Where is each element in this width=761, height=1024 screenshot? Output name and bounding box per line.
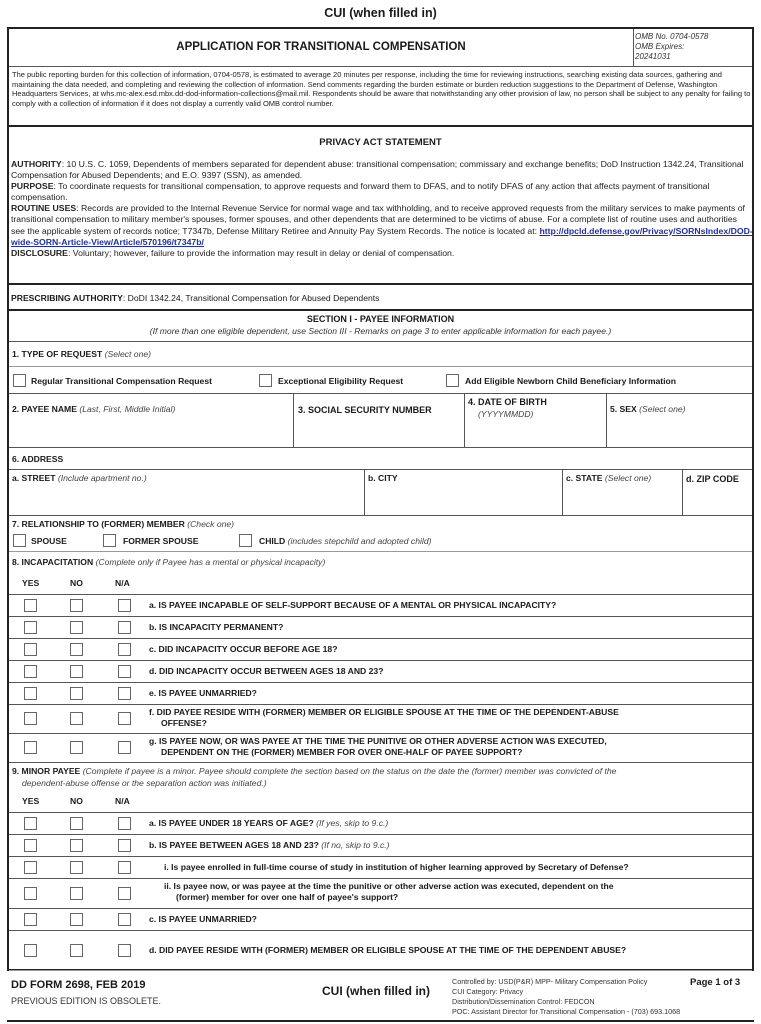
form-id: DD FORM 2698, FEB 2019 — [11, 979, 146, 991]
q5-hint: (Select one) — [639, 404, 686, 414]
divider — [364, 469, 365, 515]
question-text — [149, 914, 257, 925]
question-text — [149, 600, 556, 611]
checkbox-q9-2-na[interactable] — [118, 861, 131, 874]
divider — [9, 762, 752, 763]
question-line-1: b. IS INCAPACITY PERMANENT? — [149, 622, 284, 632]
q3-label: 3. SOCIAL SECURITY NUMBER — [298, 405, 432, 415]
checkbox-q8-6-na[interactable] — [118, 741, 131, 754]
zip-label: d. ZIP CODE — [686, 474, 739, 484]
q6-label: 6. ADDRESS — [12, 454, 64, 464]
q7-label — [12, 519, 234, 529]
section-1-subtitle: (If more than one eligible dependent, use Section III - Remarks on page 3 to enter applicable information for each payee.) — [149, 326, 612, 336]
q9-label-text: 9. MINOR PAYEE — [12, 766, 81, 776]
q5-label-text: 5. SEX — [610, 404, 637, 414]
checkbox-q8-4-na[interactable] — [118, 687, 131, 700]
checkbox-q8-6-no[interactable] — [70, 741, 83, 754]
option-label: Exceptional Eligibility Request — [278, 376, 404, 386]
question-text — [149, 622, 283, 633]
option-label: SPOUSE — [31, 536, 67, 546]
divider — [9, 341, 752, 342]
question-line-2: OFFENSE? — [161, 718, 207, 728]
checkbox-q9-5-na[interactable] — [118, 944, 131, 957]
question-text — [149, 945, 626, 956]
q5-label — [610, 404, 686, 414]
control-info — [452, 977, 680, 1017]
divider — [293, 393, 294, 447]
bottom-rule — [7, 1020, 754, 1022]
purpose-label: PURPOSE — [11, 181, 54, 192]
divider — [9, 393, 752, 394]
question-text — [149, 666, 383, 677]
checkbox-q9-3-no[interactable] — [70, 887, 83, 900]
divider — [9, 682, 752, 683]
checkbox-spouse[interactable] — [13, 534, 26, 547]
divider — [9, 908, 752, 909]
street-hint: (Include apartment no.) — [57, 473, 147, 483]
q8-hint: (Complete only if Payee has a mental or physical incapacity) — [95, 557, 326, 567]
question-text — [149, 840, 390, 851]
checkbox-q9-1-no[interactable] — [70, 839, 83, 852]
checkbox-q9-3-yes[interactable] — [24, 887, 37, 900]
state-label-text: c. STATE — [566, 473, 603, 483]
divider — [9, 660, 752, 661]
checkbox-regular-request[interactable] — [13, 374, 26, 387]
checkbox-q8-1-yes[interactable] — [24, 621, 37, 634]
option-label: Regular Transitional Compensation Request — [31, 376, 212, 386]
city-input[interactable] — [366, 485, 560, 513]
divider — [9, 515, 752, 516]
question-line-1: a. IS PAYEE UNDER 18 YEARS OF AGE? — [149, 818, 314, 828]
child-label: CHILD — [259, 536, 286, 546]
authority-label: AUTHORITY — [11, 159, 62, 169]
omb-expires-date: 20241031 — [635, 52, 671, 61]
checkbox-q8-0-yes[interactable] — [24, 599, 37, 612]
checkbox-q9-1-yes[interactable] — [24, 839, 37, 852]
divider — [633, 29, 634, 66]
question-text — [164, 881, 614, 903]
question-hint: (If no, skip to 9.c.) — [321, 840, 390, 850]
q4-hint-text: (YYYYMMDD) — [478, 409, 534, 419]
ssn-input[interactable] — [295, 417, 463, 445]
checkbox-q9-4-yes[interactable] — [24, 913, 37, 926]
question-line-1: e. IS PAYEE UNMARRIED? — [149, 688, 257, 698]
col-no: NO — [70, 796, 83, 806]
section-1-title: SECTION I - PAYEE INFORMATION — [306, 314, 455, 324]
checkbox-q9-2-yes[interactable] — [24, 861, 37, 874]
cui-category: CUI Category: Privacy — [452, 987, 524, 996]
q1-label-text: 1. TYPE OF REQUEST — [12, 349, 103, 359]
question-text — [149, 688, 257, 699]
divider — [9, 704, 752, 705]
checkbox-q9-5-yes[interactable] — [24, 944, 37, 957]
checkbox-q8-4-yes[interactable] — [24, 687, 37, 700]
state-label — [566, 473, 651, 483]
question-line-2: DEPENDENT ON THE (FORMER) MEMBER FOR OVER ONE-HALF OF PAYEE SUPPORT? — [161, 747, 523, 757]
street-input[interactable] — [11, 485, 363, 513]
checkbox-q9-0-no[interactable] — [70, 817, 83, 830]
poc: POC: Assistant Director for Transitional Compensation - (703) 693.1068 — [452, 1007, 681, 1016]
divider — [682, 469, 683, 515]
q9-hint2: dependent-abuse offense or the separation action was initiated.) — [22, 778, 267, 788]
question-line-1: c. DID INCAPACITY OCCUR BEFORE AGE 18? — [149, 644, 338, 654]
divider — [9, 447, 752, 448]
checkbox-q8-2-na[interactable] — [118, 643, 131, 656]
q2-label-text: 2. PAYEE NAME — [12, 404, 77, 414]
divider — [9, 66, 752, 67]
col-na: N/A — [115, 578, 130, 588]
divider — [9, 125, 752, 127]
col-yes: YES — [22, 796, 40, 806]
question-line-1: g. IS PAYEE NOW, OR WAS PAYEE AT THE TIME THE PUNITIVE OR OTHER ADVERSE ACTION WAS EXECUTED, — [149, 736, 607, 746]
prescribing-authority-label: PRESCRIBING AUTHORITY — [11, 293, 123, 303]
q7-hint: (Check one) — [187, 519, 235, 529]
checkbox-q8-4-no[interactable] — [70, 687, 83, 700]
q9-label — [12, 766, 616, 776]
privacy-act-statement — [11, 159, 753, 259]
question-line-1: d. DID PAYEE RESIDE WITH (FORMER) MEMBER OR ELIGIBLE SPOUSE AT THE TIME OF THE DEPENDENT ABUSE? — [149, 945, 627, 955]
q4-hint — [478, 409, 533, 419]
checkbox-q9-5-no[interactable] — [70, 944, 83, 957]
q9-hint: (Complete if payee is a minor. Payee should complete the section based on the status on the date the (former) member was convicted of the — [82, 766, 617, 776]
divider — [606, 393, 607, 447]
page-number: Page 1 of 3 — [690, 977, 741, 988]
disclosure-text: : Voluntary; however, failure to provide the information may result in delay or denial of compensation. — [67, 247, 455, 258]
checkbox-q8-5-na[interactable] — [118, 712, 131, 725]
question-text — [149, 707, 619, 729]
q4-label: 4. DATE OF BIRTH — [468, 397, 547, 407]
authority-text: : 10 U.S. C. 1059, Dependents of members separated for dependent abuse: transitional compensation; commissary and exchange benefits; DoD Instruction 1342.24, Transitional Compensation for Abused Dependents; and E.O. 9397 (SSN), as amended. — [11, 159, 744, 181]
checkbox-q8-0-na[interactable] — [118, 599, 131, 612]
checkbox-exceptional-eligibility[interactable] — [259, 374, 272, 387]
q2-label — [12, 404, 175, 414]
sorn-link[interactable]: http://dpcld.defense.gov/Privacy/SORNsIndex/DOD-wide-SORN-Article-View/Article/570196/t7347b/ — [11, 225, 753, 247]
distribution-control: Distribution/Dissemination Control: FEDCON — [452, 997, 595, 1006]
prescribing-authority — [11, 293, 379, 303]
divider — [9, 638, 752, 639]
question-line-1: d. DID INCAPACITY OCCUR BETWEEN AGES 18 AND 23? — [149, 666, 384, 676]
prescribing-authority-text: : DoDI 1342.24, Transitional Compensation for Abused Dependents — [122, 293, 380, 303]
routine-uses-label: ROUTINE USES — [11, 203, 77, 214]
q9-hint-cont — [22, 778, 267, 788]
question-line-1: c. IS PAYEE UNMARRIED? — [149, 914, 257, 924]
option-label: FORMER SPOUSE — [123, 536, 199, 546]
question-text — [149, 818, 388, 829]
obsolete-note: PREVIOUS EDITION IS OBSOLETE. — [11, 996, 162, 1006]
question-line-2: (former) member for over one half of payee's support? — [176, 892, 399, 902]
question-text — [149, 736, 607, 758]
option-label — [259, 536, 431, 546]
checkbox-q8-5-no[interactable] — [70, 712, 83, 725]
burden-statement: The public reporting burden for this collection of information, 0704-0578, is estimated to average 20 minutes per response, including the time for reviewing instructions, searching existing data sources, gathering and maintaining the data needed, and completing and reviewing the collection of information. Send comments regarding the burden estimate or burden reduction suggestions to the Department of Defense, Washington Headquarters Services, at whs.mc-alex.esd.mbx.dd-dod-information-collections@mail.mil. Respondents should be aware that notwithstanding any other provision of law, no person shall be subject to any penalty for failing to comply with a collection of information if it does not display a currently valid OMB control number. — [12, 70, 751, 108]
sex-select[interactable] — [608, 417, 750, 445]
checkbox-q8-1-no[interactable] — [70, 621, 83, 634]
q8-label — [12, 557, 325, 567]
divider — [9, 930, 752, 931]
checkbox-q8-3-no[interactable] — [70, 665, 83, 678]
checkbox-q8-3-na[interactable] — [118, 665, 131, 678]
checkbox-child[interactable] — [239, 534, 252, 547]
q1-label — [12, 349, 151, 359]
divider — [562, 469, 563, 515]
checkbox-q9-0-na[interactable] — [118, 817, 131, 830]
divider — [464, 393, 465, 447]
question-line-1: b. IS PAYEE BETWEEN AGES 18 AND 23? — [149, 840, 319, 850]
checkbox-q8-0-no[interactable] — [70, 599, 83, 612]
col-yes: YES — [22, 578, 40, 588]
question-text — [149, 644, 337, 655]
omb-info — [635, 32, 708, 62]
question-line-1: f. DID PAYEE RESIDE WITH (FORMER) MEMBER OR ELIGIBLE SPOUSE AT THE TIME OF THE DEPENDENT-ABUSE — [149, 707, 619, 717]
col-no: NO — [70, 578, 83, 588]
checkbox-q9-3-na[interactable] — [118, 887, 131, 900]
checkbox-former-spouse[interactable] — [103, 534, 116, 547]
omb-expires-label: OMB Expires: — [635, 42, 685, 51]
question-line-1: i. Is payee enrolled in full-time course of study in institution of higher learning approved by Secretary of Defense? — [164, 862, 629, 872]
controlled-by: Controlled by: USD(P&R) MPP- Military Compensation Policy — [452, 977, 648, 986]
state-hint: (Select one) — [604, 473, 652, 483]
question-line-1: ii. Is payee now, or was payee at the time the punitive or other adverse action was executed, dependent on the — [164, 881, 614, 891]
checkbox-newborn-child[interactable] — [446, 374, 459, 387]
divider — [9, 616, 752, 617]
street-label — [12, 473, 147, 483]
divider — [9, 594, 752, 595]
divider — [9, 469, 752, 470]
routine-uses-text: : Records are provided to the Internal Revenue Service for normal wage and tax withholding, and to receive approved requests from the military services to make payments of transitional compensation to military member's spouses, former spouses, and other dependents that are determined to be victims of abuse. For a complete list of routine uses and authorities see the applicable system of records notice; T7347b, Defense Military Retiree and Annuity Pay System Records. The notice is located at: — [11, 203, 745, 236]
form-title: APPLICATION FOR TRANSITIONAL COMPENSATION — [176, 41, 466, 53]
divider — [9, 878, 752, 879]
question-line-1: a. IS PAYEE INCAPABLE OF SELF-SUPPORT BECAUSE OF A MENTAL OR PHYSICAL INCAPACITY? — [149, 600, 557, 610]
cui-marking-bottom: CUI (when filled in) — [322, 984, 430, 998]
option-label: Add Eligible Newborn Child Beneficiary Information — [465, 376, 677, 386]
omb-number: OMB No. 0704-0578 — [635, 32, 709, 41]
checkbox-q8-2-yes[interactable] — [24, 643, 37, 656]
checkbox-q8-3-yes[interactable] — [24, 665, 37, 678]
purpose-text: : To coordinate requests for transitional compensation, to approve requests and forward them to DFAS, and to notify DFAS of any action that affects payment of transitional compensation. — [11, 181, 710, 203]
col-na: N/A — [115, 796, 130, 806]
q2-hint: (Last, First, Middle Initial) — [79, 404, 176, 414]
disclosure-label: DISCLOSURE — [11, 247, 68, 258]
divider — [9, 970, 752, 971]
checkbox-q9-4-na[interactable] — [118, 913, 131, 926]
checkbox-q8-2-no[interactable] — [70, 643, 83, 656]
dob-input[interactable] — [466, 421, 604, 445]
checkbox-q8-1-na[interactable] — [118, 621, 131, 634]
divider — [9, 834, 752, 835]
divider — [9, 812, 752, 813]
city-label: b. CITY — [368, 473, 398, 483]
divider — [9, 551, 752, 552]
checkbox-q9-0-yes[interactable] — [24, 817, 37, 830]
divider — [9, 856, 752, 857]
state-select[interactable] — [564, 485, 680, 513]
zip-input[interactable] — [684, 487, 750, 513]
divider — [9, 309, 752, 311]
divider — [9, 366, 752, 367]
q8-label-text: 8. INCAPACITATION — [12, 557, 94, 567]
street-label-text: a. STREET — [12, 473, 56, 483]
checkbox-q9-4-no[interactable] — [70, 913, 83, 926]
question-hint: (If yes, skip to 9.c.) — [316, 818, 389, 828]
checkbox-q9-2-no[interactable] — [70, 861, 83, 874]
form-page — [7, 27, 754, 971]
payee-name-input[interactable] — [11, 417, 291, 445]
divider — [9, 733, 752, 734]
child-hint: (includes stepchild and adopted child) — [287, 536, 432, 546]
checkbox-q8-6-yes[interactable] — [24, 741, 37, 754]
cui-marking-top: CUI (when filled in) — [324, 6, 437, 20]
privacy-act-title: PRIVACY ACT STATEMENT — [319, 137, 442, 148]
checkbox-q8-5-yes[interactable] — [24, 712, 37, 725]
q7-label-text: 7. RELATIONSHIP TO (FORMER) MEMBER — [12, 519, 185, 529]
q1-hint: (Select one) — [104, 349, 151, 359]
divider — [9, 283, 752, 285]
question-text — [164, 862, 629, 873]
checkbox-q9-1-na[interactable] — [118, 839, 131, 852]
